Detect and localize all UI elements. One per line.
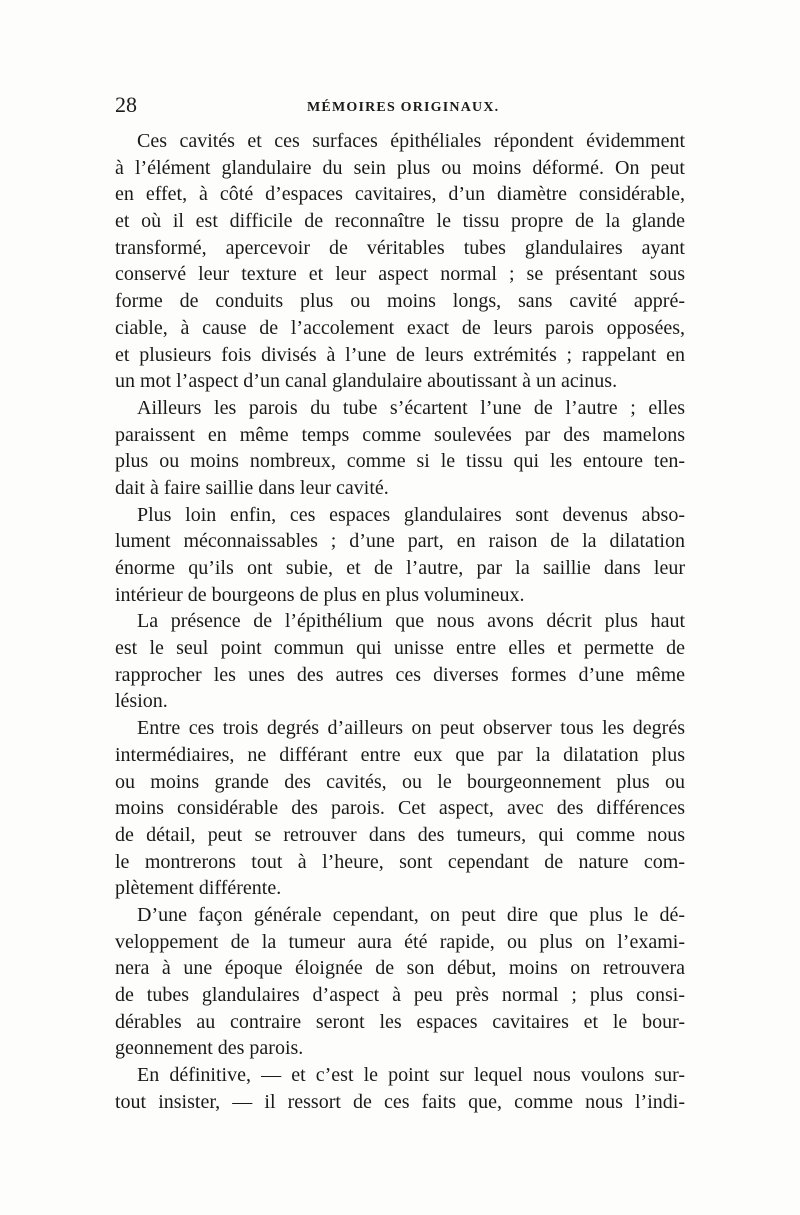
text-line: veloppement de la tumeur aura été rapide, ou plus on l’exami- xyxy=(115,930,685,953)
text-line: rapprocher les unes des autres ces diverses formes d’une même xyxy=(115,663,685,686)
text-line: tout insister, — il ressort de ces faits que, comme nous l’indi- xyxy=(115,1090,685,1113)
text-line: Entre ces trois degrés d’ailleurs on peut observer tous les degrés xyxy=(137,717,685,740)
text-line: est le seul point commun qui unisse entre elles et permette de xyxy=(115,637,685,660)
text-line: La présence de l’épithélium que nous avons décrit plus haut xyxy=(137,610,685,633)
page-number: 28 xyxy=(115,92,137,117)
text-line: un mot l’aspect d’un canal glandulaire aboutissant à un acinus. xyxy=(115,370,618,393)
text-line: nera à une époque éloignée de son début, moins on retrouvera xyxy=(115,957,685,980)
running-title: MÉMOIRES ORIGINAUX. xyxy=(307,100,500,115)
text-line: Ces cavités et ces surfaces épithéliales répondent évidemment xyxy=(137,130,685,152)
text-line: intérieur de bourgeons de plus en plus volumineux. xyxy=(115,583,525,606)
text-line: ou moins grande des cavités, ou le bourgeonnement plus ou xyxy=(115,770,685,793)
text-line: Ailleurs les parois du tube s’écartent l’une de l’autre ; elles xyxy=(137,396,685,419)
running-head xyxy=(115,92,685,122)
text-line: plus ou moins nombreux, comme si le tissu qui les entoure ten- xyxy=(115,450,685,473)
text-line: paraissent en même temps comme soulevées par des mamelons xyxy=(115,423,685,446)
text-line: lésion. xyxy=(115,690,168,713)
text-line: à l’élément glandulaire du sein plus ou moins déformé. On peut xyxy=(115,156,685,179)
text-line: de tubes glandulaires d’aspect à peu près normal ; plus consi- xyxy=(115,984,685,1006)
text-line: ciable, à cause de l’accolement exact de leurs parois opposées, xyxy=(115,316,685,339)
text-line: de détail, peut se retrouver dans des tumeurs, qui comme nous xyxy=(115,823,685,846)
text-line: énorme qu’ils ont subie, et de l’autre, par la saillie dans leur xyxy=(115,557,685,579)
text-line: transformé, apercevoir de véritables tubes glandulaires ayant xyxy=(115,236,685,259)
text-line: plètement différente. xyxy=(115,877,282,900)
text-line: et où il est difficile de reconnaître le tissu propre de la glande xyxy=(115,210,685,233)
text-line: en effet, à côté d’espaces cavitaires, d’un diamètre considérable, xyxy=(115,183,685,206)
text-line: le montrerons tout à l’heure, sont cependant de nature com- xyxy=(115,850,685,873)
text-line: intermédiaires, ne différant entre eux que par la dilatation plus xyxy=(115,743,685,766)
text-line: conservé leur texture et leur aspect normal ; se présentant sous xyxy=(115,263,685,286)
text-line: moins considérable des parois. Cet aspect, avec des différences xyxy=(115,797,685,820)
text-line: geonnement des parois. xyxy=(115,1037,304,1060)
text-line: lument méconnaissables ; d’une part, en raison de la dilatation xyxy=(115,530,685,553)
text-line: et plusieurs fois divisés à l’une de leurs extrémités ; rappelant en xyxy=(115,343,685,366)
text-line: forme de conduits plus ou moins longs, sans cavité appré- xyxy=(115,290,685,313)
text-line: D’une façon générale cependant, on peut dire que plus le dé- xyxy=(137,903,685,926)
text-line: En définitive, — et c’est le point sur lequel nous voulons sur- xyxy=(137,1064,685,1087)
body-text xyxy=(115,128,685,1115)
text-line: dérables au contraire seront les espaces cavitaires et le bour- xyxy=(115,1010,685,1033)
text-line: dait à faire saillie dans leur cavité. xyxy=(115,476,389,499)
text-line: Plus loin enfin, ces espaces glandulaires sont devenus abso- xyxy=(137,503,685,526)
